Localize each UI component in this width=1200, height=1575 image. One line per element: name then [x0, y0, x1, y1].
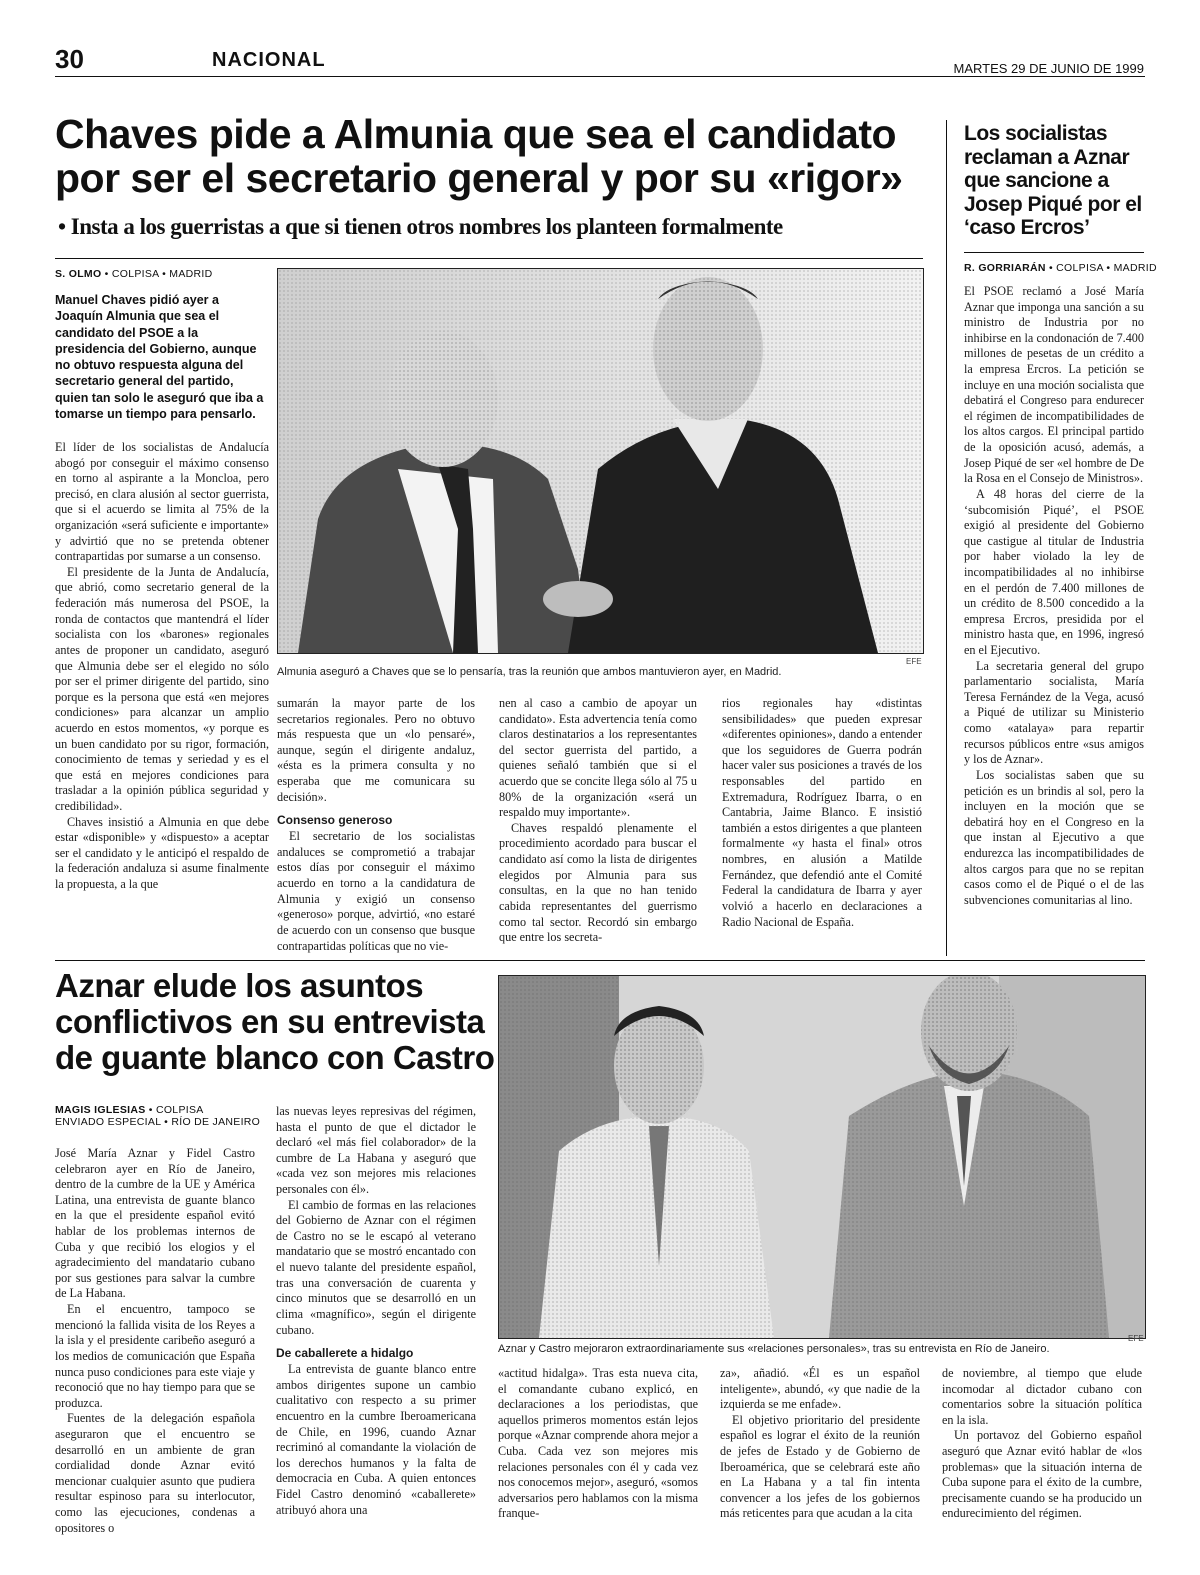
publication-date: MARTES 29 DE JUNIO DE 1999: [953, 61, 1144, 76]
photo2-credit: EFE: [1128, 1334, 1144, 1343]
story2-byline-author: MAGIS IGLESIAS: [55, 1104, 146, 1116]
sidebar-p3: La secretaria general del grupo parlamentario socialista, María Teresa Fernández de la Vega, acusó a Piqué de utilizar su Ministerio como «atalaya» para repartir recursos públicos entre «sus amigos y los de Aznar».: [964, 658, 1144, 767]
story1-c1-p3: Chaves insistió a Almunia en que debe estar «disponible» y «dispuesto» a aceptar ser el candidato y le anticipó el respaldo de la federación andaluza si asume finalmente la propuesta, a la que: [55, 814, 269, 892]
sidebar-byline-author: R. GORRIARÁN: [964, 262, 1046, 274]
main-headline: Chaves pide a Almunia que sea el candidato por ser el secretario general y por su «rigor»: [55, 111, 903, 202]
sidebar-byline-rule: [964, 252, 1144, 253]
story2-column-3: [498, 1366, 698, 1522]
story1-c4-p1: rios regionales hay «distintas sensibilidades» que pueden expresar «diferentes opiniones», dando a entender que los seguidores de Guerra podrán hacer valer sus posiciones a través de los responsables del partido en Extremadura, Rodríguez Ibarra, o en Cantabria, Jaime Blanco. E insistió también a estos dirigentes a que planteen formalmente «y hasta el final» otros nombres, en alusión a Matilde Fernández, que defendió ante el Comité Federal la candidatura de Ibarra y ayer volvió a hacerlo en declaraciones a Radio Nacional de España.: [722, 696, 923, 929]
aznar-castro-photo: [498, 975, 1146, 1339]
chaves-almunia-photo: [277, 268, 924, 654]
story2-c4-p1: za», añadió. «Él es un español inteligente», abundó, «y que nadie de la izquierda se me enfade».: [720, 1366, 920, 1412]
sidebar-headline: Los socialistas reclaman a Aznar que sancione a Josep Piqué por el ‘caso Ercros’: [964, 122, 1142, 240]
sidebar-byline-agency: • COLPISA • MADRID: [1048, 262, 1157, 274]
story1-byline-author: S. OLMO: [55, 268, 102, 280]
photo2-caption: Aznar y Castro mejoraron extraordinariamente sus «relaciones personales», tras su entrevista en Río de Janeiro.: [498, 1343, 1050, 1355]
story1-column-1: [55, 440, 269, 893]
story2-c4-p2: El objetivo prioritario del presidente español es lograr el éxito de la reunión de jefes de Estado y de Gobierno de Iberoamérica, que se celebrará este año en La Habana y a tal fin intenta convencer a los jefes de los gobiernos más reticentes para que acudan a la cita: [720, 1412, 920, 1521]
story-separator: [55, 960, 1145, 961]
sidebar-p4: Los socialistas saben que su petición es un brindis al sol, pero la incluyen en la moción que se debatirá hoy en el Congreso en la que instan al Ejecutivo a que endurezca las incompatibilidades de altos cargos para que no se repitan casos como el de Piqué o el de las subvenciones comunitarias al lino.: [964, 767, 1144, 907]
story2-c2-p1: las nuevas leyes represivas del régimen, hasta el punto de que el dictador le declaró «el más fiel colaborador» de la cumbre de La Habana y aseguró que «cada vez son mejores mis relaciones personales con él».: [276, 1104, 476, 1197]
story1-byline-agency: • COLPISA • MADRID: [104, 268, 213, 280]
sidebar-p2: A 48 horas del cierre de la ‘subcomisión Piqué’, el PSOE exigió al presidente del Gobierno que castigue al titular de Industria por haber violado la ley de incompatibilidades al no inhibirse en el perdón de 7.400 millones de un crédito de 8.500 concedido a la empresa Ercros, presidida por el ministro hasta que, en 1996, ingresó en el Ejecutivo.: [964, 486, 1144, 658]
story2-c1-p3: Fuentes de la delegación española aseguraron que el encuentro se desarrolló en un ambiente de gran cordialidad donde Aznar evitó mencionar cualquier asunto que pudiera resultar espinoso para su interlocutor, como las ejecuciones, condenas a opositores o: [55, 1411, 255, 1535]
story1-subheading: Consenso generoso: [277, 813, 393, 828]
story2-subheading: De caballerete a hidalgo: [276, 1346, 414, 1361]
story2-byline-location: ENVIADO ESPECIAL • RÍO DE JANEIRO: [55, 1116, 261, 1128]
story2-byline: [55, 1104, 260, 1128]
page-number: 30: [55, 44, 84, 74]
story1-byline: [55, 268, 213, 280]
story2-column-2: [276, 1104, 476, 1518]
story2-c5-p2: Un portavoz del Gobierno español aseguró que Aznar evitó hablar de «los problemas» que la situación interna de Cuba supone para el éxito de la cumbre, precisamente cuando se ha producido un endurecimiento del régimen.: [942, 1428, 1142, 1521]
aznar-headline: Aznar elude los asuntos conflictivos en su entrevista de guante blanco con Castro: [55, 967, 495, 1076]
story1-column-2: [277, 696, 475, 954]
story2-c2-p3: La entrevista de guante blanco entre ambos dirigentes supone un cambio cualitativo con respecto a su primer encuentro en la cumbre Iberoamericana de Chile, en 1996, cuando Aznar recriminó al comandante la violación de los derechos humanos y la falta de democracia en Cuba. A quien entonces Fidel Castro denominó «caballerete» atribuyó ahora una: [276, 1362, 476, 1517]
story1-c2-p1: sumarán la mayor parte de los secretarios regionales. Pero no obtuvo más respuesta que un «lo pensaré», aunque, según el dirigente andaluz, «ésta es la primera consulta y no esperaba que me comunicara su decisión».: [277, 696, 475, 804]
sidebar-divider: [946, 120, 947, 956]
sidebar-p1: El PSOE reclamó a José María Aznar que imponga una sanción a su ministro de Industria por no inhibirse en la condonación de 7.400 millones de pesetas de un crédito a la empresa Ercros. La petición se incluye en una moción socialista que debatirá el Congreso para endurecer el régimen de incompatibilidades de los altos cargos. El principal partido de la oposición acusó, además, a Josep Piqué de ser «el hombre de De la Rosa en el Consejo de Ministros».: [964, 284, 1144, 486]
story2-column-1: [55, 1146, 255, 1536]
story2-c3-p1: «actitud hidalga». Tras esta nueva cita, el comandante cubano explicó, en declaraciones a los periodistas, que aquellos primeros momentos están lejos porque «Aznar comprende ahora mejor a Cuba. Cada vez son mejores mis relaciones personales con él y cada vez nos conocemos mejor», aseguró, «somos adversarios pero hablamos con la misma franque-: [498, 1366, 698, 1521]
story1-c1-p2: El presidente de la Junta de Andalucía, que abrió, como secretario general de la federación más numerosa del PSOE, la ronda de contactos que mantendrá el líder socialista con los «barones» regionales antes de proponer un candidato, aseguró que Almunia debe ser el elegido no sólo por ser el primer dirigente del partido, sino porque es la persona que está «en mejores condiciones» para alcanzar un amplio acuerdo en estos momentos, «y porque es un buen candidato por su rigor, formación, conocimiento de temas y seriedad y es el que está en mejores condiciones para trasladar a la opinión pública seguridad y credibilidad».: [55, 564, 269, 814]
story1-lead: Manuel Chaves pidió ayer a Joaquín Almunia que sea el candidato del PSOE a la presidencia del Gobierno, aunque no obtuvo respuesta alguna del secretario general del partido, quien tan solo le aseguró que iba a tomarse un tiempo para pensarlo.: [55, 293, 264, 421]
sidebar-byline: [964, 262, 1157, 274]
story2-c5-p1: de noviembre, al tiempo que elude incomodar al dictador cubano con comentarios sobre la situación política en la isla.: [942, 1366, 1142, 1427]
main-subheadline: • Insta a los guerristas a que si tienen otros nombres los planteen formalmente: [58, 214, 783, 239]
story2-c1-p1: José María Aznar y Fidel Castro celebraron ayer en Río de Janeiro, dentro de la cumbre de la UE y América Latina, una entrevista de guante blanco en la que el presidente español evitó hablar de los problemas internos de Cuba y que recibió los elogios y el agradecimiento del mandatario cubano por sus gestiones para salvar la cumbre de La Habana.: [55, 1146, 255, 1301]
photo1-credit: EFE: [906, 657, 922, 666]
photo-illustration-2: [499, 976, 1145, 1338]
story2-column-5: [942, 1366, 1142, 1522]
photo1-caption: Almunia aseguró a Chaves que se lo pensaría, tras la reunión que ambos mantuvieron ayer, en Madrid.: [277, 666, 782, 678]
story1-column-3: [499, 696, 697, 946]
story1-c1-p1: El líder de los socialistas de Andalucía abogó por conseguir el máximo consenso en torno al aspirante a la Moncloa, pero precisó, en clara alusión al sector guerrista, que si el acuerdo se limita al 75% de la organización «será suficiente e importante» y advirtió que no se pretenda obtener contrapartidas por sumarse a un consenso.: [55, 440, 269, 564]
masthead-rule: [55, 76, 1145, 77]
story1-column-4: [722, 696, 922, 930]
story2-byline-agency: • COLPISA: [148, 1104, 204, 1116]
story1-c3-p1: nen al caso a cambio de apoyar un candidato». Esta advertencia tenía como claros destinatarios a los representantes del sector guerrista del partido, a quienes señaló también que si el acuerdo que se concite llega sólo al 75 u 80% de la organización «será un respaldo muy importante».: [499, 696, 697, 820]
section-name: NACIONAL: [212, 49, 326, 71]
story2-column-4: [720, 1366, 920, 1522]
story1-c2-p2: El secretario de los socialistas andaluces se comprometió a trabajar estos días por conseguir el máximo acuerdo en torno a la candidatura de Almunia y exigió un consenso «generoso» porque, advirtió, «no estaré de acuerdo con un consenso que busque contrapartidas políticas que no vie-: [277, 829, 475, 953]
story2-c2-p2: El cambio de formas en las relaciones del Gobierno de Aznar con el régimen de Castro no se le escapó al veterano mandatario que se mostró encantado con el nuevo talante del presidente español, tras una conversación de cuarenta y cinco minutos que se desarrolló en un clima «magnífico», según el dirigente cubano.: [276, 1197, 476, 1337]
photo-illustration: [278, 269, 923, 653]
sidebar-body: [964, 284, 1144, 908]
story1-byline-rule: [55, 258, 923, 259]
story1-c3-p2: Chaves respaldó plenamente el procedimiento acordado para buscar el candidato así como la lista de dirigentes elegidos por Almunia para sus consultas, en la que no han tenido cabida representantes del guerrismo como tal sector. Recordó sin embargo que entre los secreta-: [499, 820, 697, 945]
story2-c1-p2: En el encuentro, tampoco se mencionó la fallida visita de los Reyes a la isla y el presidente caribeño aseguró a los medios de comunicación que España nunca puso condiciones para este viaje y reconoció que no hay tiempo para que se produzca.: [55, 1302, 255, 1410]
